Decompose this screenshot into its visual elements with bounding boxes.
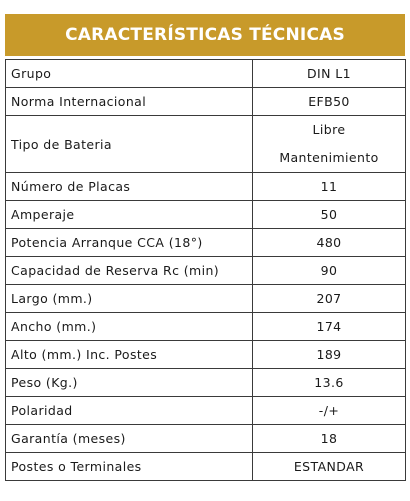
spec-value: EFB50 (253, 88, 406, 116)
spec-label: Polaridad (6, 397, 253, 425)
spec-label: Postes o Terminales (6, 453, 253, 481)
spec-value: 11 (253, 173, 406, 201)
spec-card (5, 14, 405, 481)
table-row (6, 257, 406, 285)
table-row (6, 88, 406, 116)
spec-value: 207 (253, 285, 406, 313)
spec-table (5, 59, 406, 481)
table-row (6, 201, 406, 229)
table-row (6, 229, 406, 257)
spec-label: Capacidad de Reserva Rc (min) (6, 257, 253, 285)
spec-label: Número de Placas (6, 173, 253, 201)
spec-title: CARACTERÍSTICAS TÉCNICAS (65, 25, 345, 45)
spec-value: -/+ (253, 397, 406, 425)
spec-value: 13.6 (253, 369, 406, 397)
spec-label: Amperaje (6, 201, 253, 229)
spec-value: ESTANDAR (253, 453, 406, 481)
spec-value: 18 (253, 425, 406, 453)
spec-value: DIN L1 (253, 60, 406, 88)
spec-value-line: Libre (312, 122, 346, 137)
spec-label: Alto (mm.) Inc. Postes (6, 341, 253, 369)
spec-value: 480 (253, 229, 406, 257)
table-row (6, 285, 406, 313)
table-row (6, 60, 406, 88)
spec-label: Tipo de Bateria (6, 116, 253, 173)
spec-label: Peso (Kg.) (6, 369, 253, 397)
table-row (6, 425, 406, 453)
table-row (6, 313, 406, 341)
spec-value: 189 (253, 341, 406, 369)
spec-label: Garantía (meses) (6, 425, 253, 453)
spec-value: 174 (253, 313, 406, 341)
table-row (6, 453, 406, 481)
spec-value-line: Mantenimiento (279, 150, 379, 165)
spec-label: Potencia Arranque CCA (18°) (6, 229, 253, 257)
spec-value (253, 116, 406, 173)
spec-value: 90 (253, 257, 406, 285)
spec-label: Norma Internacional (6, 88, 253, 116)
table-row (6, 116, 406, 173)
spec-header (5, 14, 405, 56)
spec-label: Ancho (mm.) (6, 313, 253, 341)
table-row (6, 173, 406, 201)
spec-value: 50 (253, 201, 406, 229)
table-row (6, 341, 406, 369)
spec-label: Grupo (6, 60, 253, 88)
spec-label: Largo (mm.) (6, 285, 253, 313)
table-row (6, 369, 406, 397)
table-row (6, 397, 406, 425)
